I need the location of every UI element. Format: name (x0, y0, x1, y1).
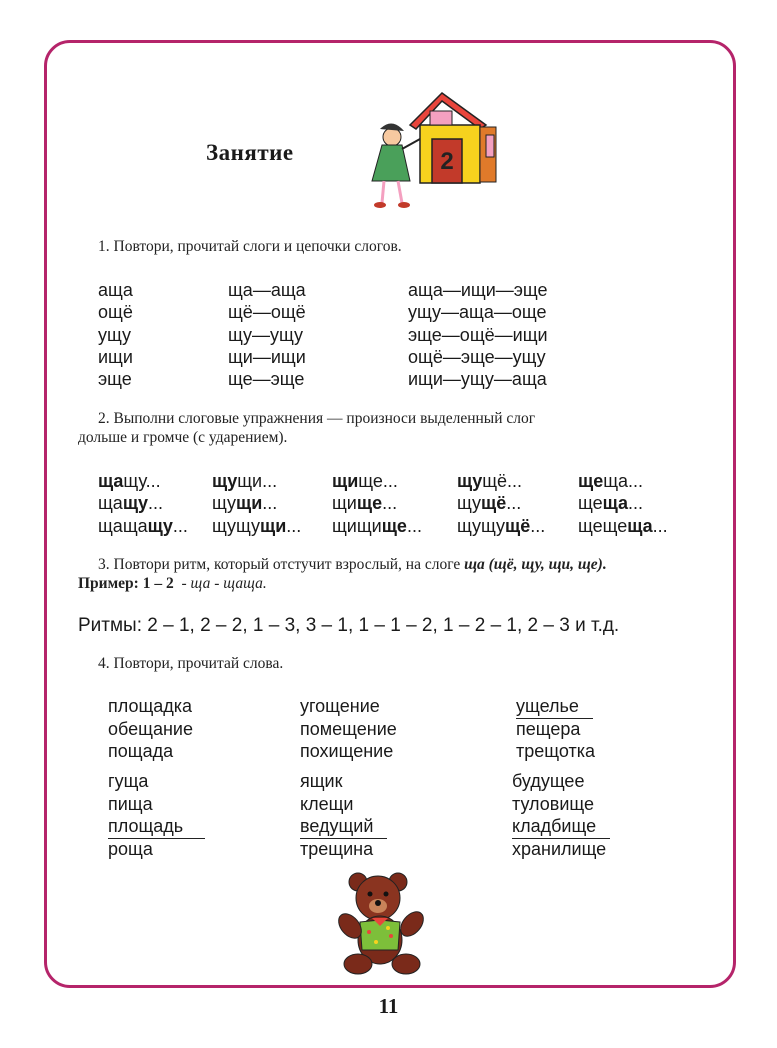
word: кладбище (512, 815, 610, 839)
word: площадка (108, 696, 193, 716)
task2-col5: щеща... щеща... щещеща... (578, 471, 668, 536)
words-col3-top (516, 695, 595, 763)
syllable-chain: эще—ощё—ищи (408, 324, 548, 345)
word: ведущий (300, 815, 387, 839)
syllable: ущу (98, 324, 132, 345)
task2-col2: щущи... щущи... щущущи... (212, 471, 302, 536)
word: пощада (108, 741, 174, 761)
task1-col2 (228, 279, 306, 390)
words-col3-bottom (512, 770, 610, 860)
example-value: 1 – 2 (142, 575, 174, 592)
syllable-pair: щу—ущу (228, 324, 304, 345)
task2-col3: щище... щище... щищище... (332, 471, 422, 536)
page-number: 11 (378, 994, 399, 1018)
bear-illustration (336, 870, 436, 978)
task2-col4: щущё... щущё... щущущё... (457, 471, 546, 536)
example-label: Пример: (78, 575, 139, 592)
word: площадь (108, 815, 205, 839)
task2-col1: щащу... щащу... щащащу... (98, 471, 188, 536)
words-col1-bottom (108, 770, 205, 860)
syllable-chain: ущу—аща—още (408, 302, 547, 323)
task1-instruction: 1. Повтори, прочитай слоги и цепочки слогов. (98, 238, 402, 255)
word: клещи (300, 793, 354, 814)
house-number: 2 (440, 148, 454, 175)
task4-instruction: 4. Повтори, прочитай слова. (98, 655, 284, 672)
words-col1-top (108, 695, 193, 763)
words-col2-bottom (300, 770, 387, 860)
word: трещотка (516, 741, 596, 761)
word: роща (108, 838, 153, 859)
house-illustration (362, 85, 497, 215)
word: обещание (108, 718, 193, 739)
word: пища (108, 793, 153, 814)
syllable-pair: ща—аща (228, 280, 306, 300)
word: туловище (512, 793, 595, 814)
syllable: эще (98, 369, 132, 390)
word: угощение (300, 696, 380, 716)
example-text: - ща - щаща. (181, 575, 267, 592)
word: трещина (300, 838, 374, 859)
syllable-chain: ищи—ущу—аща (408, 369, 547, 390)
word: будущее (512, 771, 585, 791)
task3-syllables: ща (щё, щу, щи, ще). (464, 556, 607, 573)
syllable-pair: ще—эще (228, 369, 305, 390)
word: похищение (300, 741, 394, 761)
syllable: аща (98, 280, 133, 300)
task3-example (78, 575, 267, 593)
task3-instruction: 3. Повтори ритм, который отстучит взрослый, на слоге ща (щё, щу, щи, ще). (98, 556, 607, 573)
words-col2-top (300, 695, 397, 763)
word: хранилище (512, 838, 607, 859)
syllable-pair: щё—ощё (228, 302, 306, 323)
rhythms-line: Ритмы: 2 – 1, 2 – 2, 1 – 3, 3 – 1, 1 – 1 – 2, 1 – 2 – 1, 2 – 3 и т.д. (78, 615, 620, 636)
task2-instruction-line2: дольше и громче (с ударением). (78, 429, 288, 446)
syllable: ощё (98, 302, 133, 323)
word: ящик (300, 771, 343, 791)
task1-col1 (98, 279, 133, 390)
lesson-title: Занятие (206, 140, 294, 165)
syllable: ищи (98, 346, 133, 367)
syllable-chain: аща—ищи—эще (408, 280, 548, 300)
task1-col3 (408, 279, 548, 390)
word: помещение (300, 718, 397, 739)
syllable-chain: ощё—эще—ущу (408, 346, 546, 367)
task2-instruction-line1: 2. Выполни слоговые упражнения — произноси выделенный слог (98, 410, 536, 427)
word: гуща (108, 771, 149, 791)
word: пещера (516, 718, 581, 739)
syllable-pair: щи—ищи (228, 346, 306, 367)
word: ущелье (516, 695, 593, 719)
